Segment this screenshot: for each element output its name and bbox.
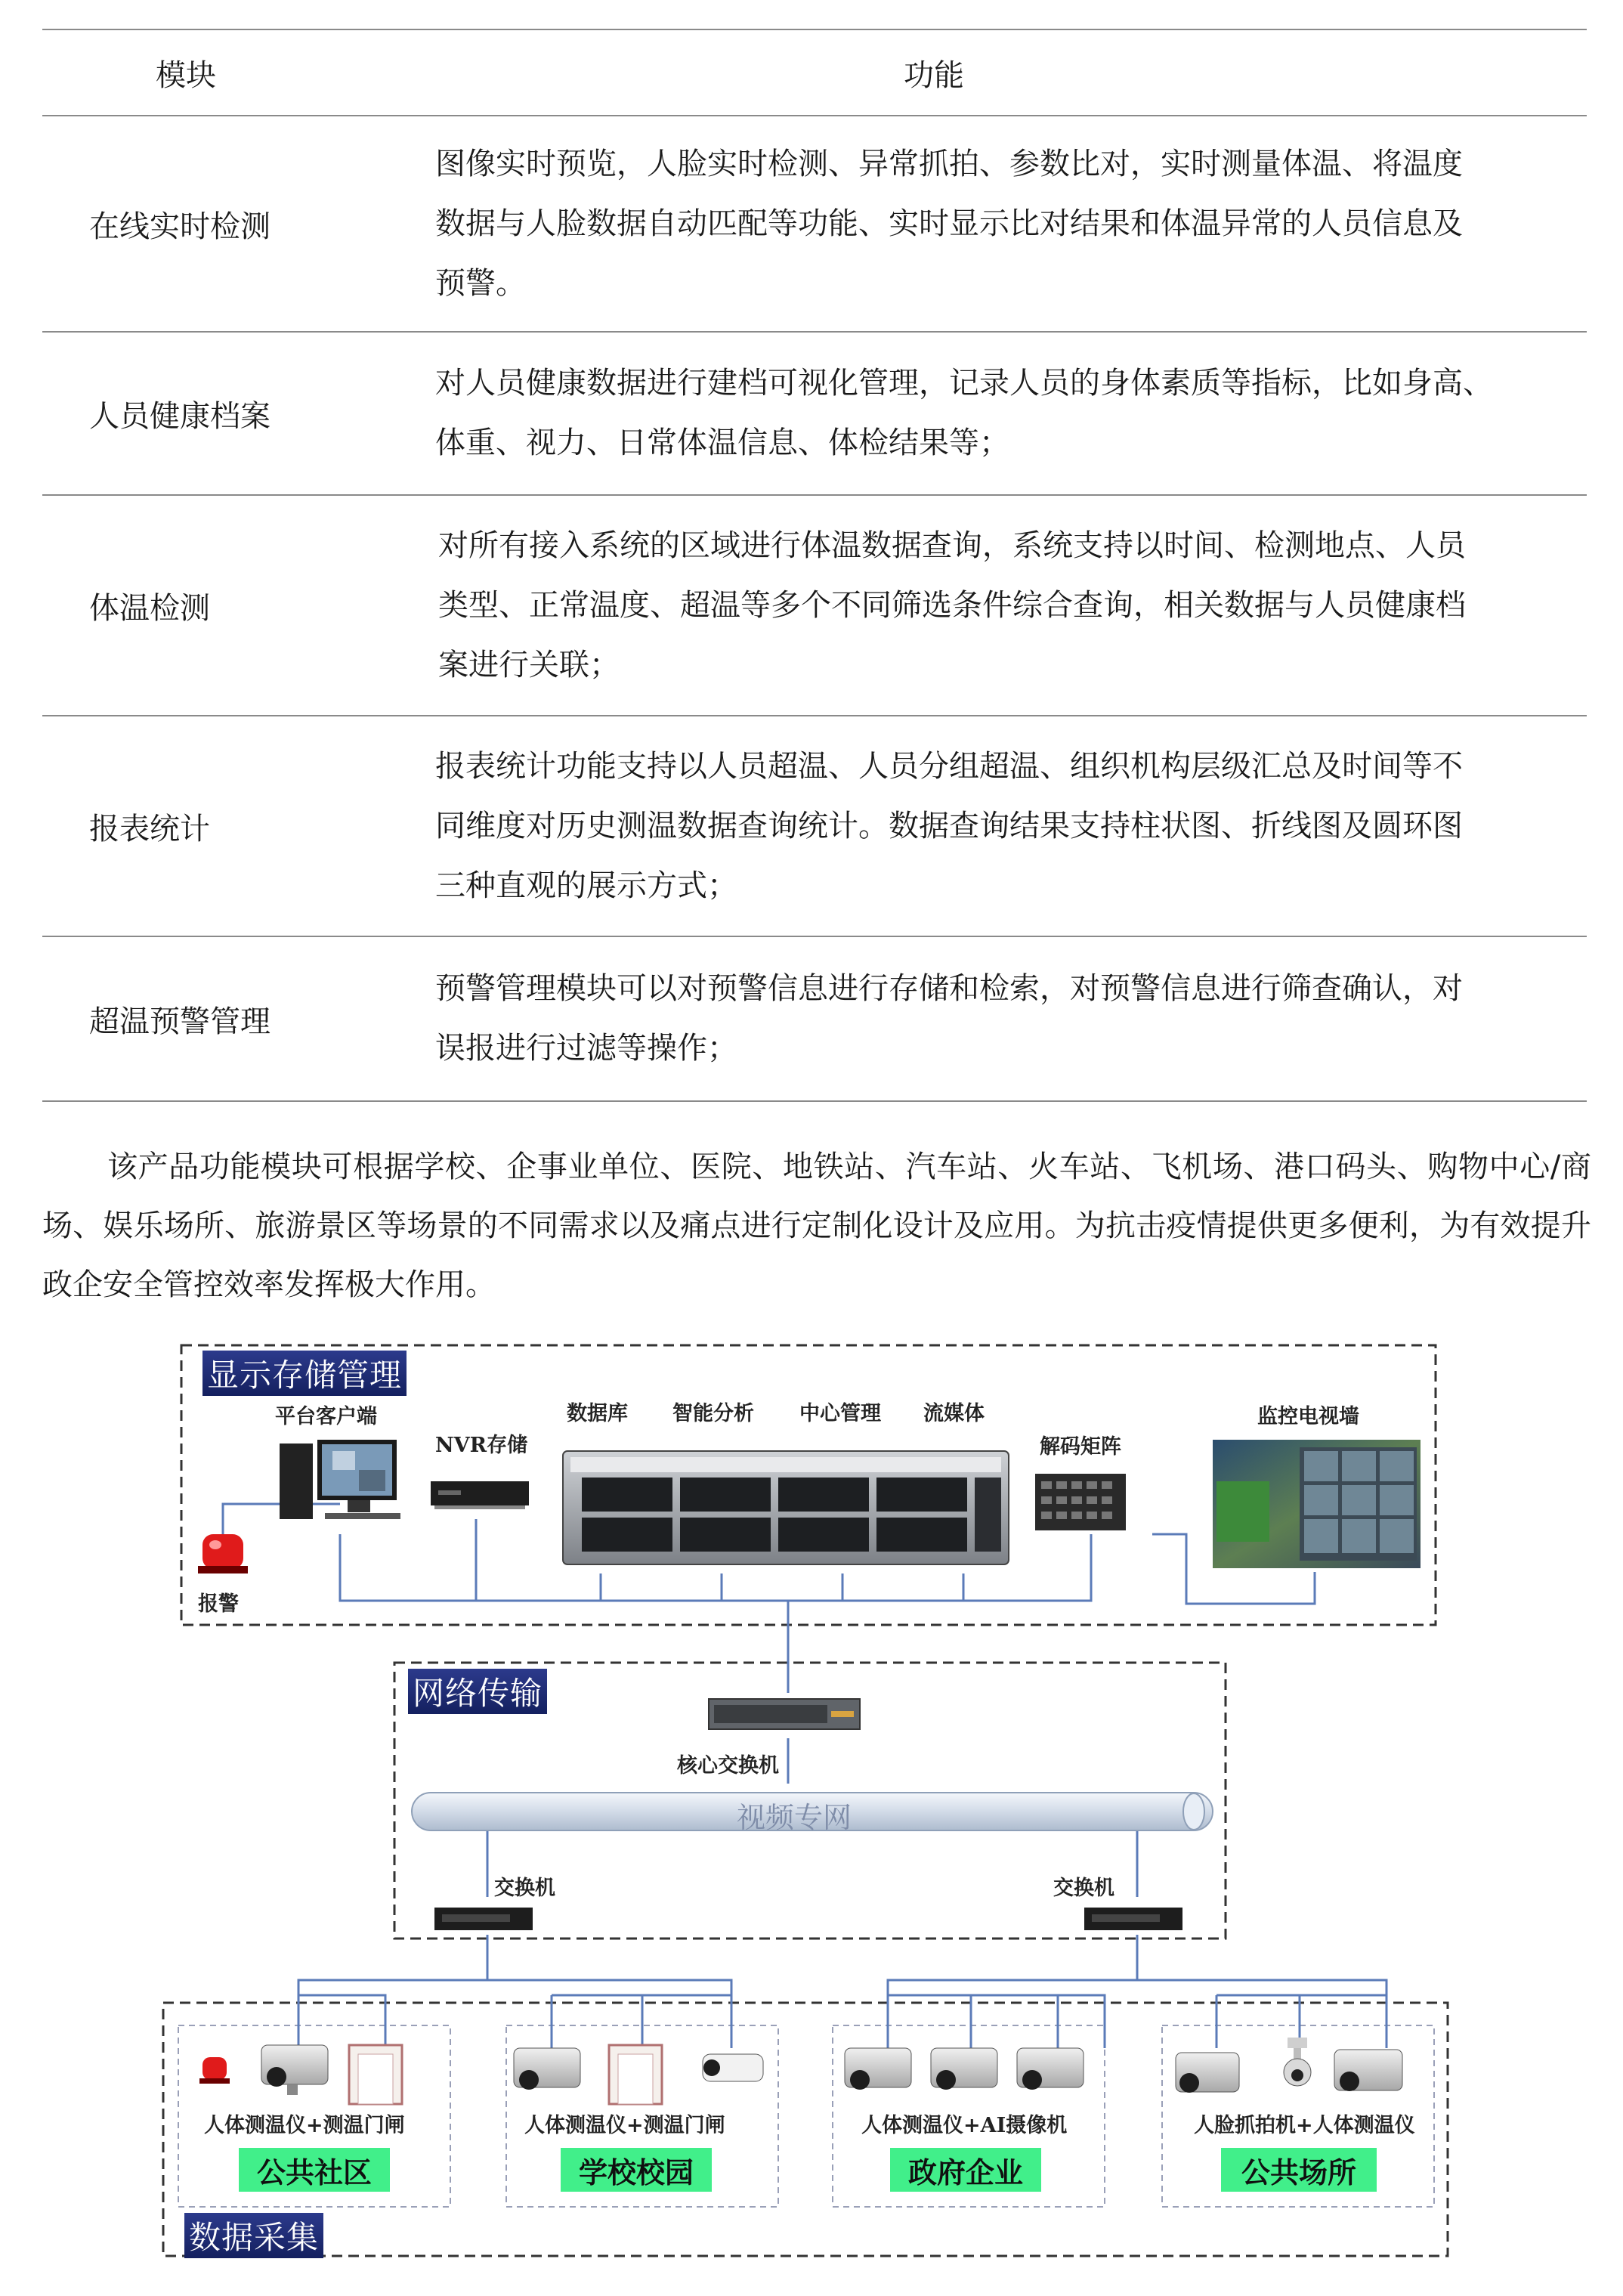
function-line: 对人员健康数据进行建档可视化管理，记录人员的身体素质等指标，比如身高、 bbox=[435, 366, 1493, 401]
ai-camera-icon bbox=[1017, 2048, 1084, 2090]
alarm-label: 报警 bbox=[198, 1592, 239, 1616]
scene-devices-label: 人脸抓拍机+人体测温仪 bbox=[1194, 2114, 1415, 2137]
client-label: 平台客户端 bbox=[275, 1405, 377, 1428]
nvr-label: NVR存储 bbox=[435, 1434, 528, 1457]
switch-icon bbox=[434, 1908, 533, 1930]
switch-icon bbox=[1084, 1908, 1182, 1930]
core-switch-icon bbox=[709, 1699, 860, 1729]
thermal-camera-icon bbox=[931, 2048, 997, 2090]
scene-devices-label: 人体测温仪+测温门闸 bbox=[204, 2114, 405, 2137]
scene-public-place: 公共场所 bbox=[1221, 2148, 1377, 2192]
server-icon bbox=[563, 1451, 1009, 1564]
switch-left-label: 交换机 bbox=[494, 1877, 555, 1900]
module-name: 在线实时检测 bbox=[89, 209, 270, 244]
module-name: 人员健康档案 bbox=[89, 398, 270, 434]
module-name: 报表统计 bbox=[89, 811, 210, 846]
decoder-matrix-icon bbox=[1035, 1474, 1126, 1530]
face-capture-camera-icon bbox=[1176, 2053, 1239, 2093]
switch-right-label: 交换机 bbox=[1053, 1877, 1114, 1900]
section-title-collection: 数据采集 bbox=[184, 2213, 323, 2258]
video-network-label: 视频专网 bbox=[737, 1801, 852, 1834]
dome-camera-icon bbox=[1284, 2038, 1311, 2086]
scene-government-enterprise: 政府企业 bbox=[890, 2148, 1041, 2192]
temperature-gate-icon bbox=[349, 2045, 402, 2104]
function-line: 类型、正常温度、超温等多个不同筛选条件综合查询，相关数据与人员健康档 bbox=[438, 587, 1466, 623]
thermal-camera-icon bbox=[261, 2045, 328, 2095]
client-computer-icon bbox=[280, 1440, 400, 1519]
function-line: 报表统计功能支持以人员超温、人员分组超温、组织机构层级汇总及时间等不 bbox=[435, 748, 1463, 784]
scene-school-campus: 学校校园 bbox=[561, 2148, 712, 2192]
header-module: 模块 bbox=[156, 57, 216, 93]
section-title-network: 网络传输 bbox=[408, 1669, 547, 1714]
nvr-storage-icon bbox=[431, 1481, 529, 1509]
core-switch-label: 核心交换机 bbox=[677, 1754, 779, 1778]
streaming-media-label: 流媒体 bbox=[923, 1402, 985, 1425]
decoder-label: 解码矩阵 bbox=[1040, 1435, 1121, 1459]
function-line: 图像实时预览，人脸实时检测、异常抓拍、参数比对，实时测量体温、将温度 bbox=[435, 146, 1463, 181]
tv-wall-label: 监控电视墙 bbox=[1257, 1405, 1359, 1428]
thermal-camera-icon bbox=[514, 2048, 580, 2090]
function-line: 对所有接入系统的区域进行体温数据查询，系统支持以时间、检测地点、人员 bbox=[438, 528, 1466, 563]
section-title-display: 显示存储管理 bbox=[202, 1351, 407, 1396]
module-name: 体温检测 bbox=[89, 590, 210, 626]
function-line: 预警管理模块可以对预警信息进行存储和检索，对预警信息进行筛查确认，对 bbox=[435, 971, 1463, 1006]
smart-analysis-label: 智能分析 bbox=[672, 1402, 754, 1425]
description-paragraph: 该产品功能模块可根据学校、企事业单位、医院、地铁站、汽车站、火车站、飞机场、港口码头、购物中心/商场、娱乐场所、旅游景区等场景的不同需求以及痛点进行定制化设计及应用。为抗击疫情提供更多便利，为有效提升政企安全管控效率发挥极大作用。 bbox=[42, 1150, 1591, 1302]
function-line: 同维度对历史测温数据查询统计。数据查询结果支持柱状图、折线图及圆环图 bbox=[435, 808, 1463, 843]
alarm-icon bbox=[199, 2057, 230, 2084]
scene-devices-label: 人体测温仪+AI摄像机 bbox=[861, 2114, 1068, 2137]
function-line: 数据与人脸数据自动匹配等功能、实时显示比对结果和体温异常的人员信息及 bbox=[435, 206, 1463, 241]
alarm-icon bbox=[198, 1534, 248, 1573]
thermal-camera-icon bbox=[1334, 2050, 1402, 2091]
tv-wall-icon bbox=[1213, 1440, 1421, 1568]
database-label: 数据库 bbox=[567, 1402, 628, 1425]
central-management-label: 中心管理 bbox=[799, 1402, 881, 1425]
display-bus-lines bbox=[223, 1504, 1387, 2018]
function-line: 三种直观的展示方式； bbox=[435, 868, 737, 903]
temperature-gate-icon bbox=[609, 2045, 662, 2104]
function-line: 案进行关联； bbox=[438, 647, 620, 682]
function-line: 误报进行过滤等操作； bbox=[435, 1031, 737, 1066]
scene-drop-lines bbox=[298, 1995, 1387, 2048]
scene-devices-label: 人体测温仪+测温门闸 bbox=[524, 2114, 725, 2137]
header-function: 功能 bbox=[904, 57, 964, 93]
thermal-camera-icon bbox=[845, 2048, 911, 2090]
function-line: 体重、视力、日常体温信息、体检结果等； bbox=[435, 425, 1009, 460]
scene-public-community: 公共社区 bbox=[239, 2148, 390, 2192]
module-name: 超温预警管理 bbox=[89, 1004, 270, 1039]
function-line: 预警。 bbox=[435, 265, 526, 301]
bullet-camera-icon bbox=[703, 2054, 763, 2081]
